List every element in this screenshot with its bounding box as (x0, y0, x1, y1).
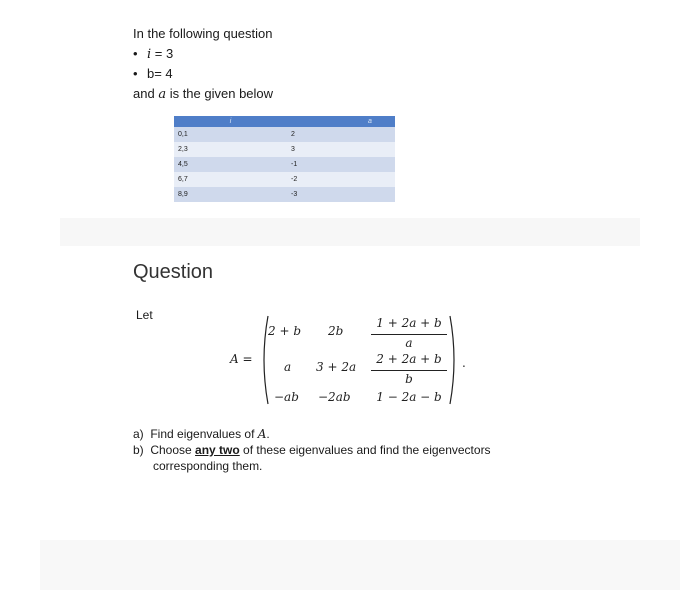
a-variable: a (158, 87, 167, 102)
cell-a: 2 (287, 127, 345, 142)
cell-empty (345, 172, 395, 187)
cell-r3c1: −ab (274, 390, 299, 404)
cell-i: 4,5 (174, 157, 287, 172)
cell-r2c3-den: b (405, 372, 413, 386)
cell-r3c3: 1 − 2a − b (376, 390, 442, 404)
matrix-A (230, 316, 466, 408)
matrix-period: . (462, 356, 466, 370)
part-a-var: A (257, 427, 267, 441)
intro-title: In the following question (133, 26, 273, 41)
cell-r1c3-num: 1 + 2a + b (376, 316, 442, 330)
cell-empty (345, 127, 395, 142)
cell-empty (345, 187, 395, 202)
bullet-b (133, 64, 273, 84)
faded-band (40, 540, 680, 590)
part-a-end: . (266, 427, 270, 441)
question-heading: Question (133, 261, 214, 283)
cell-empty (345, 142, 395, 157)
i-value: = 3 (151, 46, 174, 61)
given-text: is the given below (166, 86, 274, 101)
intro-block (133, 24, 273, 104)
cell-a: -3 (287, 187, 345, 202)
part-a (133, 426, 491, 442)
a-given-line (133, 84, 273, 104)
and-text: and (133, 86, 159, 101)
part-b-post: of these eigenvalues and find the eigenvectors (239, 443, 491, 457)
table-row (174, 157, 395, 172)
cell-r2c2: 3 + 2a (316, 360, 357, 374)
let-label: Let (136, 308, 153, 322)
cell-r1c2: 2b (328, 324, 344, 338)
fraction-bar (371, 370, 447, 371)
header-i: i (174, 116, 287, 127)
part-b-pre: Choose (150, 443, 196, 457)
bullet-dot: • (133, 66, 138, 81)
cell-a: -1 (287, 157, 345, 172)
cell-a: 3 (287, 142, 345, 157)
cell-i: 6,7 (174, 172, 287, 187)
part-a-text: Find eigenvalues of (150, 427, 258, 441)
header-2 (287, 116, 345, 127)
part-b (133, 442, 491, 458)
table-row (174, 142, 395, 157)
cell-r3c2: −2ab (318, 390, 351, 404)
cell-i: 2,3 (174, 142, 287, 157)
bullet-dot: • (133, 46, 138, 61)
question-parts (133, 426, 491, 474)
part-a-label: a) (133, 427, 144, 441)
header-a: a (345, 116, 395, 127)
cell-i: 8,9 (174, 187, 287, 202)
right-paren-icon (448, 314, 460, 406)
part-b-label: b) (133, 443, 144, 457)
part-b-line2: corresponding them. (153, 459, 263, 473)
lookup-table (174, 116, 395, 202)
cell-r1c3-den: a (405, 336, 413, 350)
bullet-i (133, 44, 273, 64)
table-row (174, 187, 395, 202)
cell-r2c1: a (284, 360, 292, 374)
cell-r2c3-num: 2 + 2a + b (376, 352, 442, 366)
i-variable: i (147, 47, 152, 62)
fraction-bar (371, 334, 447, 335)
matrix-lhs: A = (230, 352, 253, 366)
table-header (174, 116, 395, 127)
faded-band (60, 218, 640, 246)
cell-a: -2 (287, 172, 345, 187)
part-b-emphasis: any two (195, 443, 240, 457)
cell-i: 0,1 (174, 127, 287, 142)
b-value: b= 4 (147, 66, 173, 81)
cell-empty (345, 157, 395, 172)
cell-r1c1: 2 + b (268, 324, 301, 338)
table-row (174, 172, 395, 187)
table-row (174, 127, 395, 142)
